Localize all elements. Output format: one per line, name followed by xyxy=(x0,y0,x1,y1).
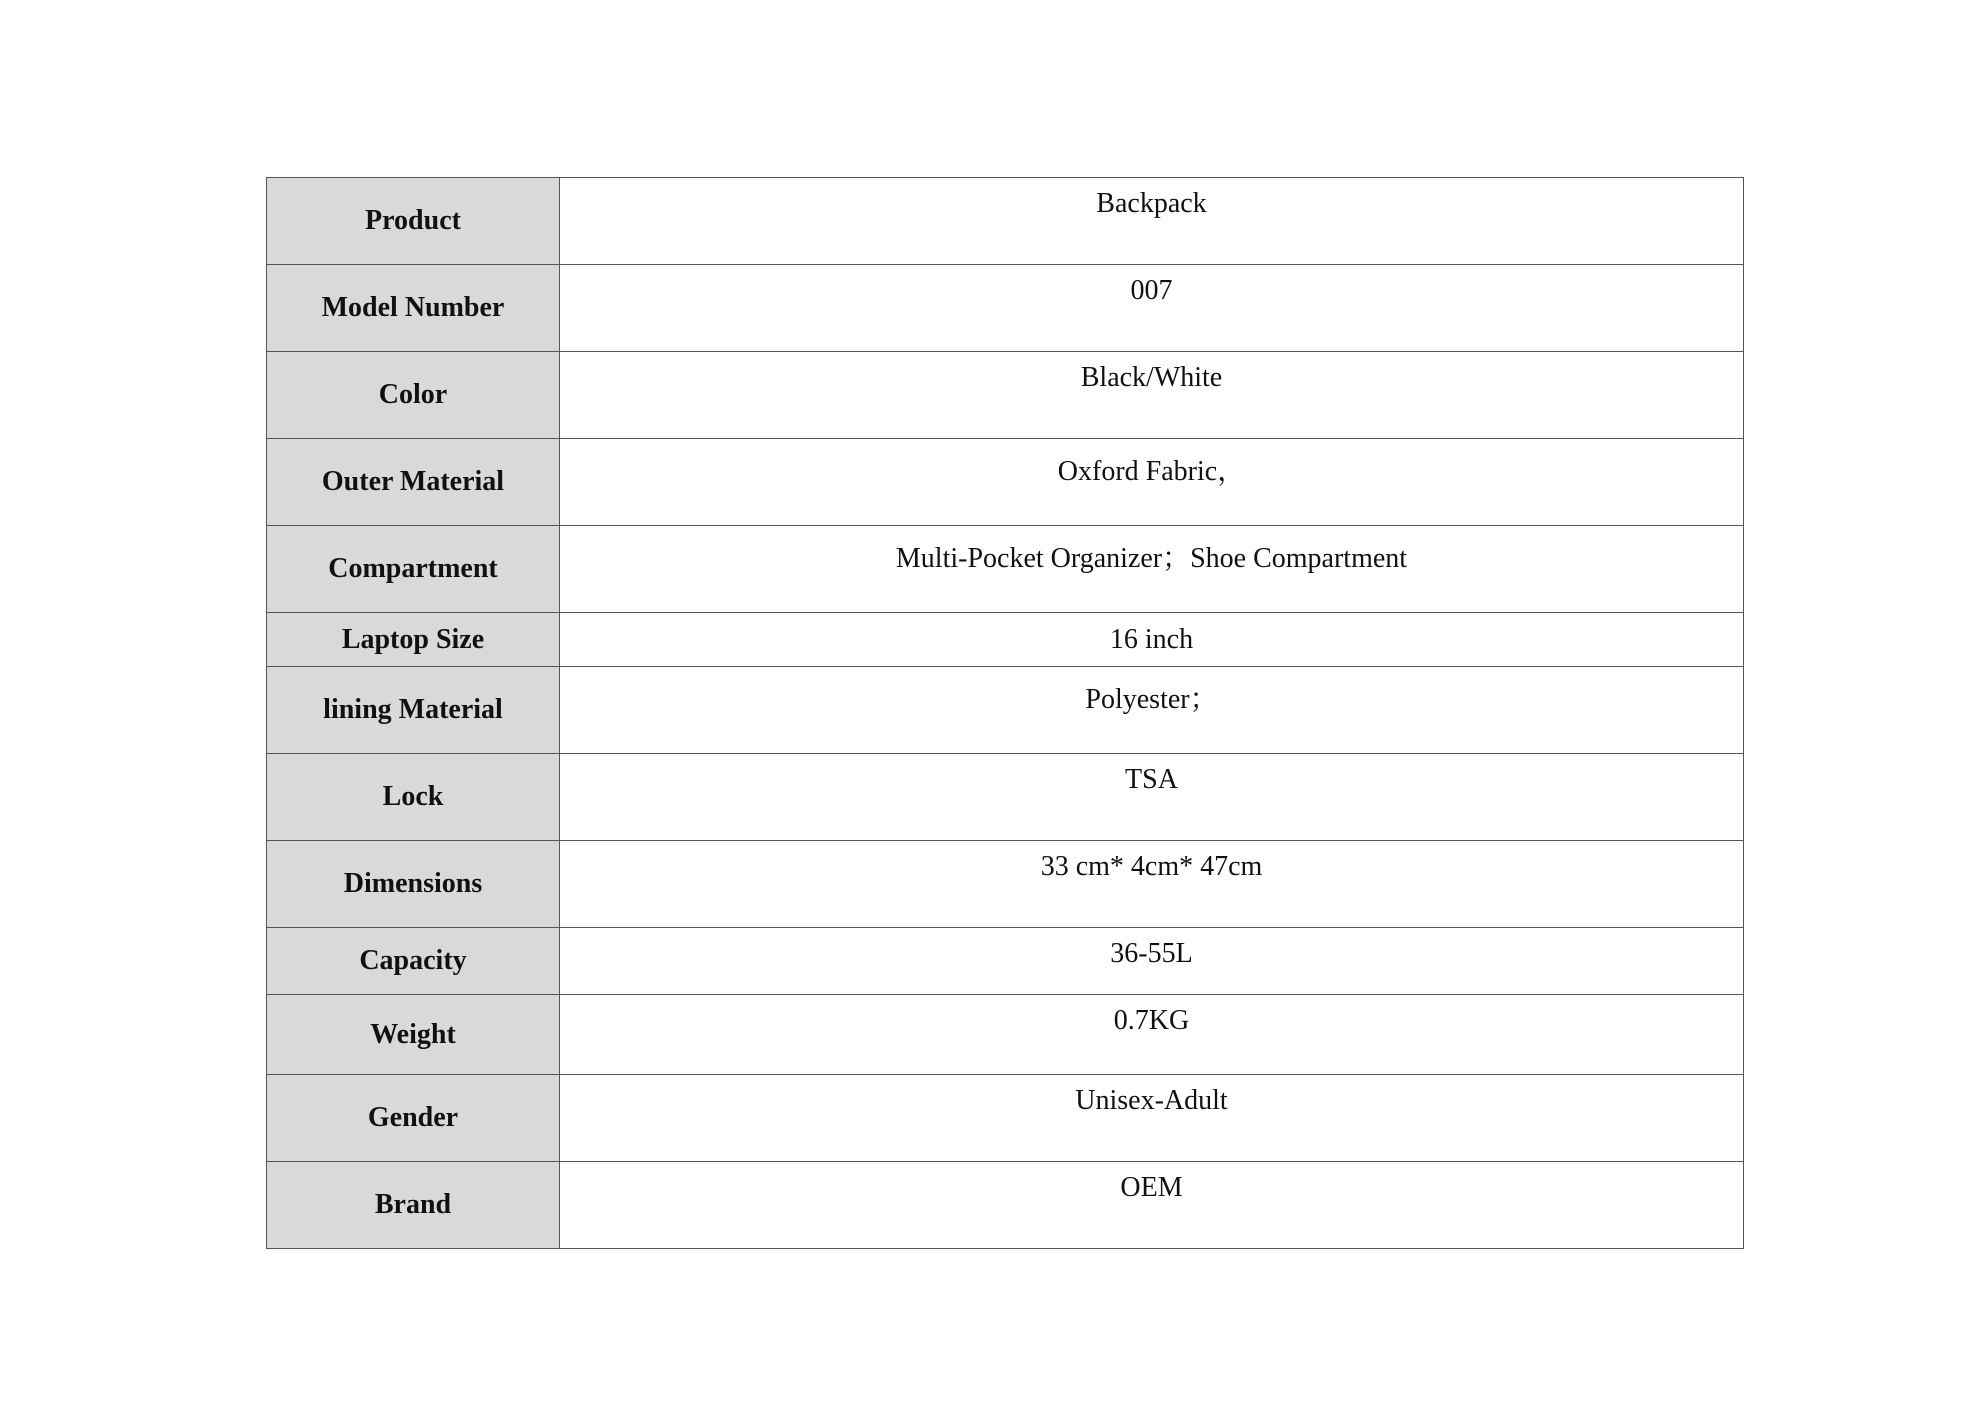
row-value: 0.7KG xyxy=(560,995,1744,1075)
row-value: Black/White xyxy=(560,352,1744,439)
table-row-lock xyxy=(267,754,1744,841)
table-row-dimensions xyxy=(267,841,1744,928)
row-label: Capacity xyxy=(267,928,560,995)
row-value: Polyester； xyxy=(560,667,1744,754)
row-value: Oxford Fabric， xyxy=(560,439,1744,526)
row-value: Multi-Pocket Organizer；Shoe Compartment xyxy=(560,526,1744,613)
row-label: Brand xyxy=(267,1162,560,1249)
row-value: OEM xyxy=(560,1162,1744,1249)
table-row-weight xyxy=(267,995,1744,1075)
row-label: lining Material xyxy=(267,667,560,754)
table-row-outer-material xyxy=(267,439,1744,526)
row-label: Outer Material xyxy=(267,439,560,526)
table-row-compartment xyxy=(267,526,1744,613)
row-label: Dimensions xyxy=(267,841,560,928)
row-value: 007 xyxy=(560,265,1744,352)
table-row-lining-material xyxy=(267,667,1744,754)
product-spec-table xyxy=(266,177,1744,1249)
table-row-gender xyxy=(267,1075,1744,1162)
row-label: Compartment xyxy=(267,526,560,613)
row-value: 16 inch xyxy=(560,613,1744,667)
row-label: Model Number xyxy=(267,265,560,352)
table-row-brand xyxy=(267,1162,1744,1249)
row-value: Backpack xyxy=(560,178,1744,265)
row-value: 36-55L xyxy=(560,928,1744,995)
row-label: Laptop Size xyxy=(267,613,560,667)
table-row-laptop-size xyxy=(267,613,1744,667)
table-row-model-number xyxy=(267,265,1744,352)
table-row-product xyxy=(267,178,1744,265)
row-value: TSA xyxy=(560,754,1744,841)
row-label: Color xyxy=(267,352,560,439)
row-label: Lock xyxy=(267,754,560,841)
row-label: Product xyxy=(267,178,560,265)
table-row-color xyxy=(267,352,1744,439)
row-value: 33 cm* 4cm* 47cm xyxy=(560,841,1744,928)
row-label: Weight xyxy=(267,995,560,1075)
table-row-capacity xyxy=(267,928,1744,995)
row-value: Unisex-Adult xyxy=(560,1075,1744,1162)
row-label: Gender xyxy=(267,1075,560,1162)
